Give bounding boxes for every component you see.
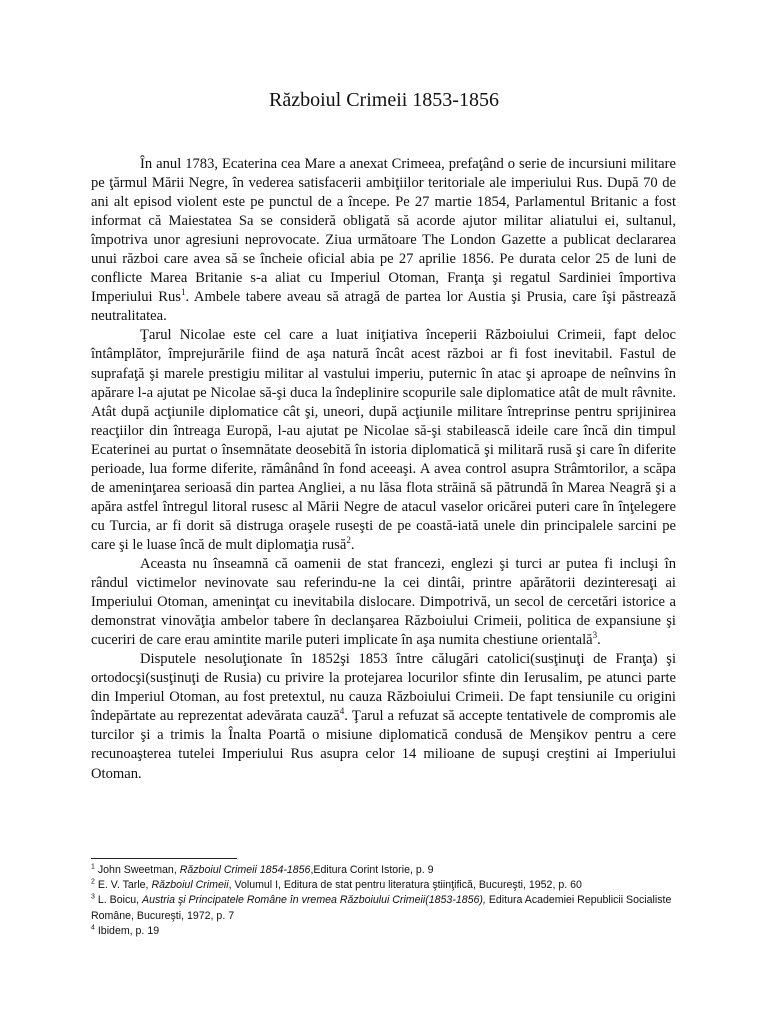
document-title: Războiul Crimeii 1853-1856 — [269, 89, 499, 111]
footnote — [91, 893, 691, 923]
document-body — [91, 155, 676, 784]
footnote-number: 4 — [91, 924, 95, 932]
paragraph-text: . — [597, 632, 601, 649]
paragraph-text: . — [350, 536, 355, 553]
footnote-separator — [91, 858, 237, 859]
footnote-author: L. Boicu, — [97, 894, 143, 907]
footnote-details: , Volumul I, Editura de stat pentru literatura ştiinţifică, Bucureşti, 1952, p. 60 — [228, 879, 582, 892]
footnote-number: 3 — [91, 893, 95, 901]
footnote — [91, 924, 691, 939]
footnote-book-title: Austria şi Principatele Române în vremea Războiului Crimeii(1853-1856), — [142, 894, 486, 907]
footnote-ref[interactable]: 1 — [180, 287, 186, 298]
paragraph — [91, 650, 676, 783]
paragraph-text: În anul 1783, Ecaterina cea Mare a anexat Crimeea, prefaţând o serie de incursiuni militare pe ţărmul Mării Negre, în vederea satisfacerii ambiţiilor teritoriale ale imperiului Rus. După 70 de ani alt episod violent este pe punctul de a începe. Pe 27 martie 1854, Parlamentul Britanic a fost informat că Maiestatea Sa se consideră obligată să acorde ajutor militar aliatului ei, sultanul, împotriva unor agresiuni neprovocate. Ziua următoare The London Gazette a publicat declararea unui război care avea să se încheie oficial abia pe 27 aprilie 1856. Pe durata celor 25 de luni de conflicte Marea Britanie s-a aliat cu Imperiul Otoman, Franţa şi regatul Sardiniei împortiva Imperiului Rus — [91, 156, 676, 306]
paragraph — [91, 555, 676, 650]
footnote-number: 1 — [91, 863, 95, 871]
footnote — [91, 878, 691, 893]
footnotes — [91, 863, 691, 939]
footnote-details: Editura Academiei Republicii Socialiste Române, Bucureşti, 1972, p. 7 — [91, 894, 672, 922]
paragraph-text: . Ţarul a refuzat să accepte tentativele de compromis ale turcilor şi a trimis la Înalta Poartă o misiune diplomatică condusă de Menşikov pentru a cere recunoaşterea tutelei Imperiului Rus asupra celor 14 milioane de supuşi creştini ai Imperiului Otoman. — [91, 708, 676, 782]
footnote-ref[interactable]: 4 — [339, 706, 345, 717]
paragraph-text: . Ambele tabere aveau să atragă de partea lor Austia şi Prusia, care îşi păstrează neutralitatea. — [91, 289, 676, 325]
footnote — [91, 863, 691, 878]
footnote-book-title: Războiul Crimeii — [151, 879, 229, 892]
paragraph-text: Ţarul Nicolae este cel care a luat iniţiativa începerii Războiului Crimeii, fapt deloc întâmplător, împrejurările fiind de aşa natură încât acest război ar fi fost inevitabil. Fastul de suprafaţă şi marele prestigiu militar al vastului imperiu, puternic în atac şi aproape de neînvins în apărare l-a ajutat pe Nicolae să-şi duca la îndeplinire scopurile sale diplomatice atât de mult râvnite. Atât după acţiunile diplomatice cât şi, uneori, după acţiunile militare întreprinse pentru sprijinirea reacţiilor din întreaga Europă, l-au ajutat pe Nicolae să-şi stabilească ideile care încă din timpul Ecaterinei au purtat o însemnătate deosebită în istoria diplomatică şi militară rusă şi care în diferite perioade, lua forme diferite, rămânând în fond aceeaşi. A avea control asupra Strâmtorilor, a scăpa de ameninţarea serioasă din partea Angliei, a nu lăsa flota străină să pătrundă în Marea Neagră şi a apăra astfel întregul litoral rusesc al Mării Negre de atacul vaselor oricărei puteri care în înţelegere cu Turcia, ar fi dorit să distruga oraşele ruseşti de pe coastă-iată unele din principalele sarcini pe care şi le luase încă de mult diplomaţia rusă — [91, 327, 676, 553]
paragraph-text: Aceasta nu înseamnă că oamenii de stat francezi, englezi şi turci ar putea fi incluşi în rândul victimelor nevinovate sau referindu-ne la cei dintâi, printre apărătorii dezinteresaţi ai Imperiului Otoman, ameninţat cu inevitabila dislocare. Dimpotrivă, un secol de cercetări istorice a demonstrat vinovăţia ambelor tabere în declanşarea Războiului Crimeii, politica de expansiune şi cuceriri de care erau amintite marile puteri implicate în aşa numita chestiune orientală — [91, 555, 676, 649]
footnote-ref[interactable]: 3 — [592, 630, 598, 641]
footnote-ref[interactable]: 2 — [346, 535, 351, 546]
footnote-text: Ibidem, p. 19 — [97, 924, 160, 937]
footnote-author: E. V. Tarle, — [97, 879, 152, 892]
footnote-author: John Sweetman, — [97, 864, 180, 876]
paragraph — [91, 326, 676, 555]
footnote-details: ,Editura Corint Istorie, p. 9 — [310, 864, 434, 876]
paragraph — [91, 155, 676, 326]
footnote-book-title: Războiul Crimeii 1854-1856 — [179, 864, 311, 876]
footnote-number: 2 — [91, 878, 95, 886]
paragraph-text: Disputele nesoluţionate în 1852şi 1853 între călugări catolici(susţinuţi de Franţa) şi ortodocşi(susţinuţi de Rusia) cu privire la protejarea locurilor sfinte din Ierusalim, pe atunci parte din Imperiul Otoman, au fost pretextul, nu cauza Războiului Crimeii. De fapt tensiunile cu origini îndepărtate au reprezentat adevărata cauză — [91, 651, 676, 725]
